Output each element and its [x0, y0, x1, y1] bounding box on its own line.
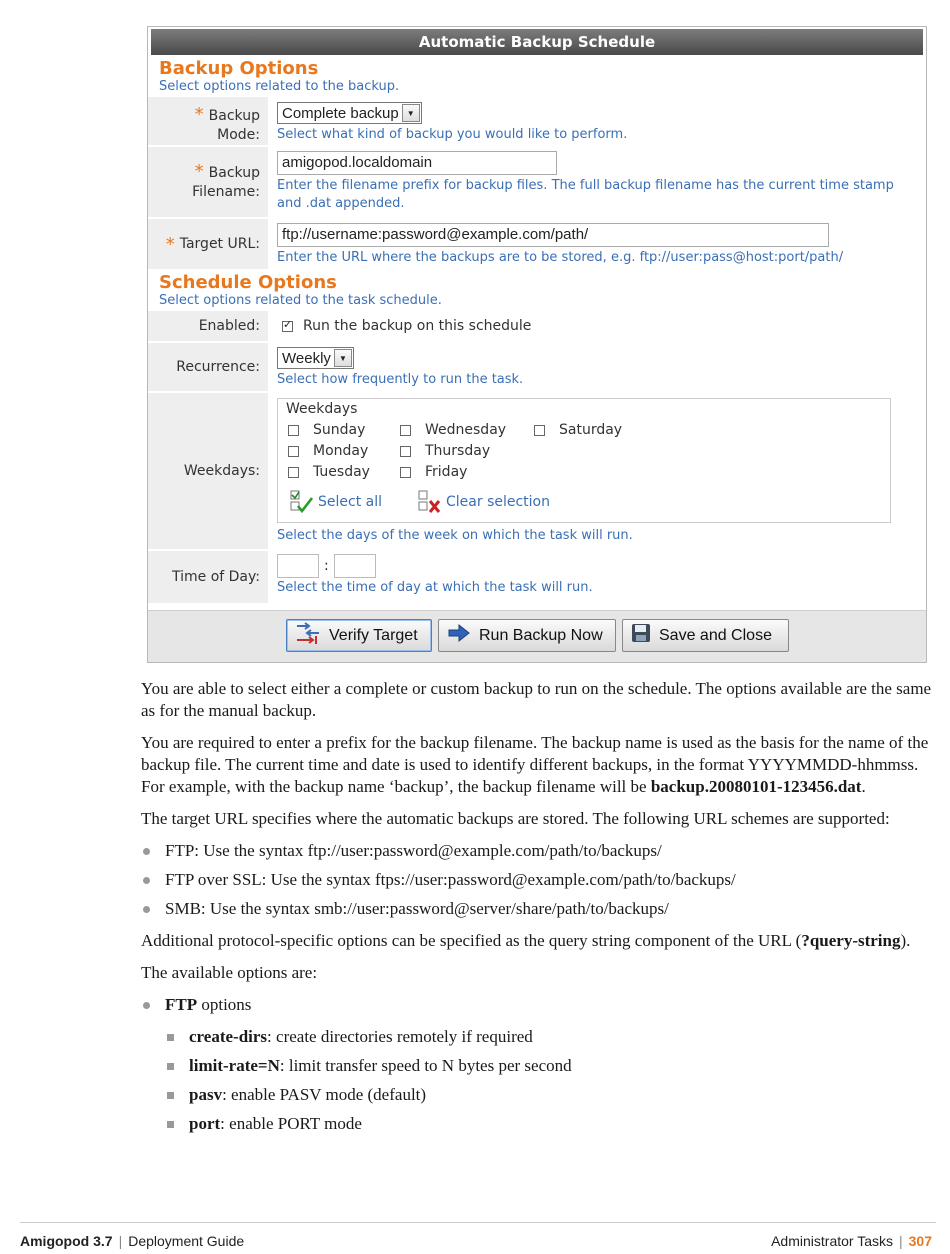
paragraph-backup-type: You are able to select either a complete or custom backup to run on the schedule. The options available are the same as for the manual backup. — [141, 679, 932, 720]
recurrence-label: Recurrence: — [148, 343, 268, 391]
document-body — [141, 678, 936, 1145]
clear-selection-link[interactable]: Clear selection — [418, 490, 550, 514]
list-item: FTP over SSL: Use the syntax ftps://user:password@example.com/path/to/backups/ — [141, 869, 936, 891]
backup-mode-row — [148, 95, 926, 145]
options-list — [141, 994, 936, 1016]
chevron-down-icon: ▼ — [334, 349, 352, 367]
verify-target-button[interactable]: Verify Target — [286, 619, 432, 652]
minute-select[interactable] — [334, 554, 376, 578]
button-bar — [148, 610, 926, 662]
paragraph-available-options: The available options are: — [141, 963, 318, 982]
backup-options-subtitle: Select options related to the backup. — [159, 79, 400, 94]
backup-filename-label: * Backup Filename: — [148, 147, 268, 217]
paragraph-target-url: The target URL specifies where the automatic backups are stored. The following URL schemes are supported: — [141, 809, 890, 828]
list-item: pasv: enable PASV mode (default) — [165, 1084, 936, 1106]
day-sunday[interactable]: Sunday — [288, 422, 400, 438]
select-all-icon — [290, 490, 314, 514]
weekdays-legend: Weekdays — [286, 401, 358, 417]
arrow-right-icon — [447, 623, 471, 648]
paragraph-filename-prefix: You are required to enter a prefix for the backup filename. The backup name is used as the basis for the name of the backup file. The current time and date is used to identify different backups, in the format YYYYMMDD-hhmmss. For example, with the backup name ‘backup’, the backup filename will be backup.20080101-123456.dat. — [141, 733, 929, 796]
weekday-grid — [286, 422, 882, 480]
enabled-label: Enabled: — [148, 311, 268, 341]
day-tuesday[interactable]: Tuesday — [288, 464, 400, 480]
day-checkbox[interactable] — [400, 446, 411, 457]
list-item: port: enable PORT mode — [165, 1113, 936, 1135]
form-title: Automatic Backup Schedule — [151, 29, 923, 55]
footer-right: Administrator Tasks | 307 — [771, 1233, 932, 1249]
list-item: create-dirs: create directories remotely if required — [165, 1026, 936, 1048]
required-marker: * — [194, 161, 204, 182]
page-number: 307 — [908, 1233, 932, 1249]
recurrence-select[interactable]: Weekly ▼ — [277, 347, 354, 369]
hour-select[interactable] — [277, 554, 319, 578]
backup-mode-hint: Select what kind of backup you would like to perform. — [277, 127, 628, 142]
enabled-checkbox[interactable] — [282, 321, 293, 332]
time-of-day-hint: Select the time of day at which the task will run. — [277, 580, 593, 595]
enabled-text: Run the backup on this schedule — [303, 318, 532, 334]
target-url-label: * Target URL: — [148, 219, 268, 269]
recurrence-row — [148, 341, 926, 391]
day-checkbox[interactable] — [288, 446, 299, 457]
list-item: SMB: Use the syntax smb://user:password@server/share/path/to/backups/ — [141, 898, 936, 920]
backup-filename-input[interactable]: amigopod.localdomain — [277, 151, 557, 175]
day-checkbox[interactable] — [534, 425, 545, 436]
save-icon — [631, 623, 651, 648]
day-checkbox[interactable] — [400, 467, 411, 478]
backup-schedule-form — [147, 26, 927, 663]
clear-selection-icon — [418, 490, 442, 514]
day-checkbox[interactable] — [288, 425, 299, 436]
day-wednesday[interactable]: Wednesday — [400, 422, 534, 438]
time-of-day-row — [148, 549, 926, 603]
run-backup-now-button[interactable]: Run Backup Now — [438, 619, 616, 652]
ftp-options-list — [141, 1026, 936, 1135]
footer-guide: Deployment Guide — [128, 1233, 245, 1249]
backup-filename-hint: Enter the filename prefix for backup files. The full backup filename has the current time stamp and .dat appended. — [277, 178, 894, 211]
day-checkbox[interactable] — [288, 467, 299, 478]
url-scheme-list — [141, 840, 936, 920]
day-saturday[interactable]: Saturday — [534, 422, 654, 438]
list-item: limit-rate=N: limit transfer speed to N bytes per second — [165, 1055, 936, 1077]
save-and-close-button[interactable]: Save and Close — [622, 619, 789, 652]
paragraph-query-string: Additional protocol-specific options can be specified as the query string component of the URL (?query-string). — [141, 931, 911, 950]
recurrence-hint: Select how frequently to run the task. — [277, 372, 524, 387]
day-thursday[interactable]: Thursday — [400, 443, 534, 459]
schedule-options-header — [148, 269, 926, 309]
enabled-row — [148, 309, 926, 341]
time-separator: : — [324, 558, 329, 574]
footer-divider — [20, 1222, 936, 1223]
target-url-input[interactable]: ftp://username:password@example.com/path/ — [277, 223, 829, 247]
footer-product: Amigopod 3.7 — [20, 1233, 113, 1249]
day-monday[interactable]: Monday — [288, 443, 400, 459]
backup-filename-row — [148, 145, 926, 217]
backup-options-header — [148, 55, 926, 95]
day-checkbox[interactable] — [400, 425, 411, 436]
weekdays-row — [148, 391, 926, 549]
list-item: FTP: Use the syntax ftp://user:password@example.com/path/to/backups/ — [141, 840, 936, 862]
example-filename: backup.20080101-123456.dat — [650, 777, 862, 796]
required-marker: * — [194, 104, 204, 125]
verify-target-icon — [295, 622, 321, 649]
weekdays-fieldset — [277, 398, 891, 523]
footer-section: Administrator Tasks — [771, 1233, 893, 1249]
weekdays-hint: Select the days of the week on which the task will run. — [277, 528, 633, 543]
footer-left: Amigopod 3.7 | Deployment Guide — [20, 1233, 245, 1249]
backup-options-title: Backup Options — [159, 58, 319, 79]
backup-mode-select[interactable]: Complete backup ▼ — [277, 102, 422, 124]
chevron-down-icon: ▼ — [402, 104, 420, 122]
weekdays-label: Weekdays: — [148, 393, 268, 549]
backup-mode-label: * Backup Mode: — [148, 97, 268, 145]
target-url-hint: Enter the URL where the backups are to be stored, e.g. ftp://user:pass@host:port/path/ — [277, 250, 844, 265]
required-marker: * — [165, 233, 175, 255]
select-all-link[interactable]: Select all — [290, 490, 382, 514]
schedule-options-subtitle: Select options related to the task schedule. — [159, 293, 442, 308]
list-item-ftp: FTP options — [141, 994, 936, 1016]
day-friday[interactable]: Friday — [400, 464, 534, 480]
time-of-day-label: Time of Day: — [148, 551, 268, 603]
target-url-row — [148, 217, 926, 269]
schedule-options-title: Schedule Options — [159, 272, 337, 293]
